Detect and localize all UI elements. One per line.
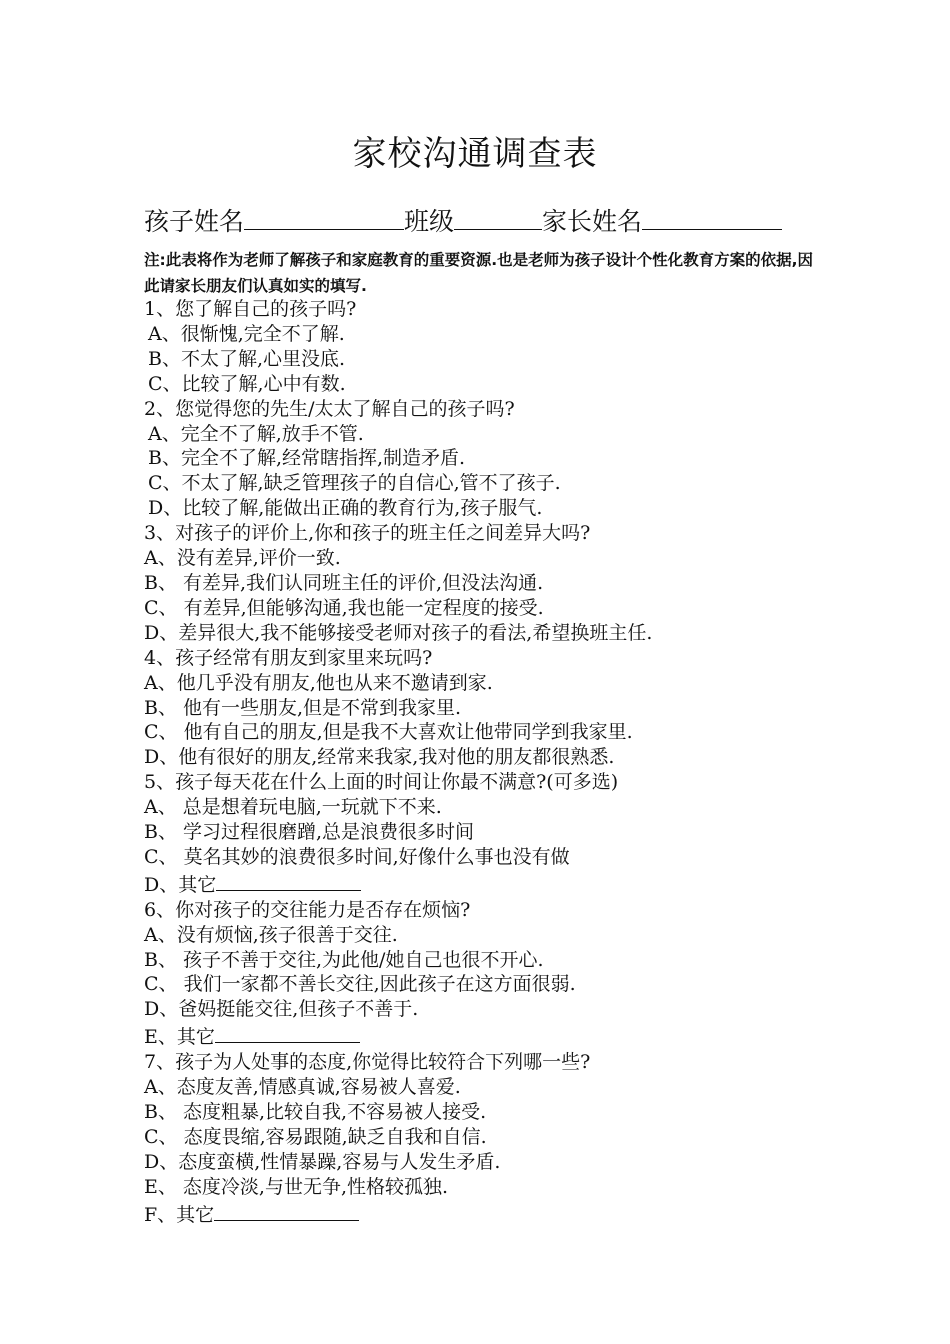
- option-5b[interactable]: B、 学习过程很磨蹭,总是浪费很多时间: [144, 821, 475, 844]
- option-3d[interactable]: D、差异很大,我不能够接受老师对孩子的看法,希望换班主任.: [144, 621, 653, 644]
- option-5d-label: D、其它: [144, 873, 217, 896]
- option-5c[interactable]: C、 莫名其妙的浪费很多时间,好像什么事也没有做: [144, 845, 570, 868]
- instruction-note: 注:此表将作为老师了解孩子和家庭教育的重要资源.也是老师为孩子设计个性化教育方案的依据,因此请家长朋友们认真如实的填写.: [144, 251, 813, 295]
- option-6a[interactable]: A、没有烦恼,孩子很善于交往.: [144, 923, 398, 946]
- question-2: 2、您觉得您的先生/太太了解自己的孩子吗?: [144, 397, 515, 420]
- question-1: 1、您了解自己的孩子吗?: [144, 298, 357, 320]
- option-1b[interactable]: B、不太了解,心里没底.: [148, 347, 346, 370]
- option-2b[interactable]: B、完全不了解,经常瞎指挥,制造矛盾.: [148, 447, 466, 470]
- option-6c[interactable]: C、 我们一家都不善长交往,因此孩子在这方面很弱.: [144, 973, 576, 996]
- option-6e-label: E、其它: [144, 1026, 215, 1049]
- option-1c[interactable]: C、比较了解,心中有数.: [148, 372, 346, 395]
- option-1a[interactable]: A、很惭愧,完全不了解.: [148, 322, 345, 345]
- option-2d[interactable]: D、比较了解,能做出正确的教育行为,孩子服气.: [148, 497, 543, 520]
- class-field[interactable]: [454, 203, 542, 230]
- question-list: [144, 297, 864, 1228]
- option-7c[interactable]: C、 态度畏缩,容易跟随,缺乏自我和自信.: [144, 1125, 487, 1148]
- option-4c[interactable]: C、 他有自己的朋友,但是我不大喜欢让他带同学到我家里.: [144, 721, 633, 744]
- info-line: [144, 202, 782, 238]
- option-3b[interactable]: B、 有差异,我们认同班主任的评价,但没法沟通.: [144, 571, 544, 594]
- option-7f-fill[interactable]: [214, 1200, 359, 1221]
- option-6e[interactable]: [144, 1022, 864, 1050]
- option-6e-fill[interactable]: [215, 1022, 360, 1043]
- option-5d[interactable]: [144, 870, 864, 898]
- option-4d[interactable]: D、他有很好的朋友,经常来我家,我对他的朋友都很熟悉.: [144, 746, 615, 769]
- question-4: 4、孩子经常有朋友到家里来玩吗?: [144, 646, 433, 669]
- child-name-field[interactable]: [244, 203, 404, 230]
- option-2a[interactable]: A、完全不了解,放手不管.: [148, 422, 364, 445]
- option-3c[interactable]: C、 有差异,但能够沟通,我也能一定程度的接受.: [144, 596, 544, 619]
- option-6b[interactable]: B、 孩子不善于交往,为此他/她自己也很不开心.: [144, 948, 544, 971]
- parent-name-label: 家长姓名: [542, 207, 643, 236]
- class-label: 班级: [404, 207, 455, 236]
- option-6d[interactable]: D、爸妈挺能交往,但孩子不善于.: [144, 998, 419, 1021]
- option-7d[interactable]: D、态度蛮横,性情暴躁,容易与人发生矛盾.: [144, 1150, 501, 1173]
- child-name-label: 孩子姓名: [144, 207, 245, 236]
- option-4b[interactable]: B、 他有一些朋友,但是不常到我家里.: [144, 696, 462, 719]
- option-7f-label: F、其它: [144, 1203, 215, 1226]
- option-5d-fill[interactable]: [216, 870, 361, 891]
- option-2c[interactable]: C、不太了解,缺乏管理孩子的自信心,管不了孩子.: [148, 472, 561, 495]
- option-7b[interactable]: B、 态度粗暴,比较自我,不容易被人接受.: [144, 1101, 487, 1123]
- option-5a[interactable]: A、 总是想着玩电脑,一玩就下不来.: [144, 796, 442, 819]
- option-7a[interactable]: A、态度友善,情感真诚,容易被人喜爱.: [144, 1076, 461, 1099]
- option-7e[interactable]: E、 态度冷淡,与世无争,性格较孤独.: [144, 1175, 449, 1198]
- page-title: 家校沟通调查表: [352, 134, 598, 174]
- question-6: 6、你对孩子的交往能力是否存在烦恼?: [144, 898, 471, 921]
- question-7: 7、孩子为人处事的态度,你觉得比较符合下列哪一些?: [144, 1051, 591, 1074]
- question-3: 3、对孩子的评价上,你和孩子的班主任之间差异大吗?: [144, 522, 591, 545]
- parent-name-field[interactable]: [642, 203, 782, 230]
- option-3a[interactable]: A、没有差异,评价一致.: [144, 547, 341, 570]
- option-4a[interactable]: A、他几乎没有朋友,他也从来不邀请到家.: [144, 671, 493, 694]
- option-7f[interactable]: [144, 1200, 864, 1228]
- question-5: 5、孩子每天花在什么上面的时间让你最不满意?(可多选): [144, 771, 619, 794]
